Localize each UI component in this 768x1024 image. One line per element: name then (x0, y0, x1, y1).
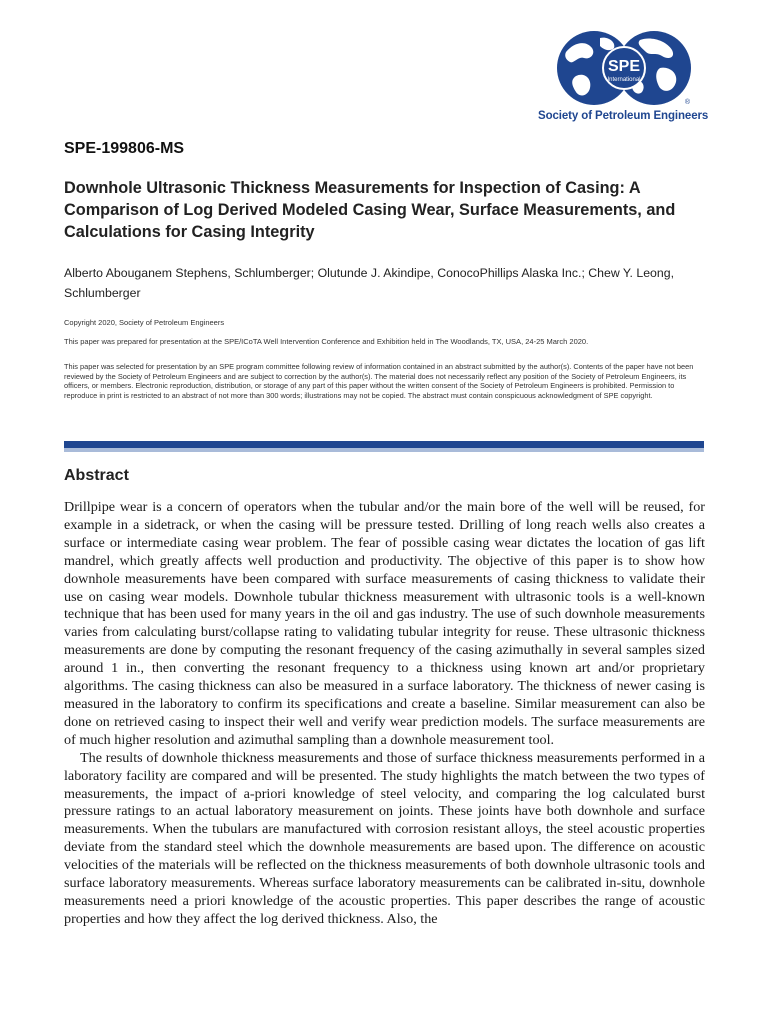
abstract-paragraph-2: The results of downhole thickness measurements and those of surface thickness measurements performed in a laboratory facility are compared and will be presented. The study highlights the match between the two types of measurements, the impact of a-priori knowledge of steel velocity, and comparing the log calculated burst pressure ratings to an actual laboratory measurement on joints. These joints have both downhole and surface measurements. When the tubulars are manufactured with corrosion resistant alloys, the steel acoustic properties deviate from the standard steel which the downhole measurements are based upon. The difference on acoustic velocities of the materials will be reflected on the thickness measurements of both downhole ultrasonic tools and surface laboratory measurements. Whereas surface laboratory measurements can be calibrated in-situ, downhole measurements need a priori knowledge of the acoustic properties. This paper describes the range of acoustic properties and how they affect the log derived thickness. Also, the (64, 749, 705, 927)
logo-society-name: Society of Petroleum Engineers (538, 110, 709, 122)
spe-globe-icon (556, 30, 692, 106)
section-divider (64, 441, 704, 452)
logo-international-text: International (607, 77, 641, 83)
abstract-paragraph-1: Drillpipe wear is a concern of operators when the tubular and/or the main bore of the well will be reused, for example in a sidetrack, or when the casing will be pressure tested. Drilling of long reach wells also creates a surface or intermediate casing wear problem. The fear of possible casing wear dictates the location of gas lift mandrel, which greatly affects well production and productivity. The objective of this paper is to show how downhole measurements have been compared with surface measurements of casing thickness to validate their use on casing wear models. Downhole tubular thickness measurement with ultrasonic tools is a well-known technique that has been used for many years in the oil and gas industry. The use of such downhole measurements varies from calculating burst/collapse rating to validating tubular integrity for reuse. These ultrasonic thickness measurements are done by computing the resonant frequency of the casing azimuthally in several samples sized around 1 in., then converting the resonant frequency to a thickness using known art and/or proprietary algorithms. The casing thickness can also be measured in a surface laboratory. The thickness of newer casing is measured in the laboratory to confirm its specifications and create a baseline. Similar measurement can also be done on retrieved casing to inspect their well and verify wear prediction models. The surface measurements are of much higher resolution and azimuthal sampling than a downhole measurement tool. (64, 499, 705, 748)
logo-registered-mark: ® (684, 99, 690, 106)
copyright-notice: Copyright 2020, Society of Petroleum Engineers (64, 318, 225, 327)
paper-title: Downhole Ultrasonic Thickness Measurements for Inspection of Casing: A Comparison of Log Derived Modeled Casing Wear, Surface Measurements, and Calculations for Casing Integrity (64, 179, 676, 241)
abstract-heading: Abstract (64, 467, 129, 484)
selection-notice: This paper was selected for presentation by an SPE program committee following review of information contained in an abstract submitted by the author(s). Contents of the paper have not been reviewed by the Society of Petroleum Engineers and are subject to correction by the author(s). The material does not necessarily reflect any position of the Society of Petroleum Engineers, its officers, or members. Electronic reproduction, distribution, or storage of any part of this paper without the written consent of the Society of Petroleum Engineers is prohibited. Permission to reproduce in print is restricted to an abstract of not more than 300 words; illustrations may not be copied. The abstract must contain conspicuous acknowledgment of SPE copyright. (64, 362, 694, 401)
authors: Alberto Abouganem Stephens, Schlumberger; Olutunde J. Akindipe, ConocoPhillips Alaska Inc.; Chew Y. Leong, Schlumberger (64, 266, 674, 300)
abstract-body (64, 499, 705, 999)
paper-id: SPE-199806-MS (64, 140, 185, 157)
conference-note: This paper was prepared for presentation at the SPE/ICoTA Well Intervention Conference and Exhibition held in The Woodlands, TX, USA, 24-25 March 2020. (64, 337, 589, 346)
spe-logo (538, 30, 709, 130)
logo-spe-text: SPE (607, 58, 641, 75)
